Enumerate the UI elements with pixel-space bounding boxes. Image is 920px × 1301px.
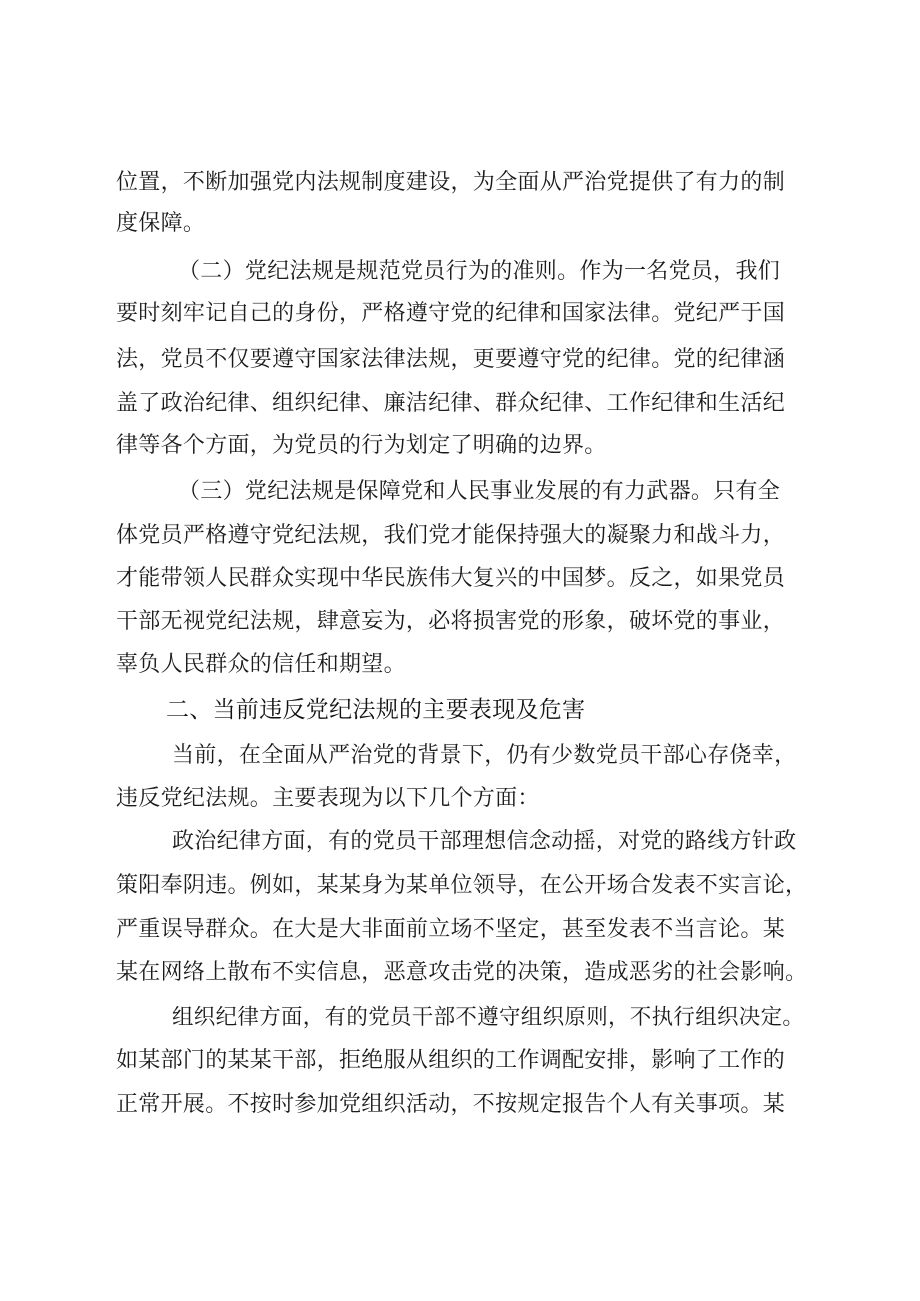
paragraph-first-line xyxy=(0,998,920,1038)
line-text: 才能带领人民群众实现中华民族伟大复兴的中国梦。反之，如果党员 xyxy=(116,566,786,591)
line-text: 法，党员不仅要遵守国家法律法规，更要遵守党的纪律。党的纪律涵 xyxy=(116,347,786,372)
line-text: 当前，在全面从严治党的背景下，仍有少数党员干部心存侥幸， xyxy=(172,743,797,768)
line-text: 组织纪律方面，有的党员干部不遵守组织原则，不执行组织决定。 xyxy=(172,1005,805,1030)
text-line xyxy=(0,779,920,819)
line-text: 严重误导群众。在大是大非面前立场不坚定，甚至发表不当言论。某 xyxy=(116,917,786,942)
line-text: 体党员严格遵守党纪法规，我们党才能保持强大的凝聚力和战斗力， xyxy=(116,523,786,548)
text-line xyxy=(0,204,920,244)
line-text: 位置，不断加强党内法规制度建设，为全面从严治党提供了有力的制 xyxy=(116,170,786,195)
line-text: （二）党纪法规是规范党员行为的准则。作为一名党员，我们 xyxy=(178,259,781,284)
paragraph-first-line xyxy=(0,822,920,862)
paragraph-first-line xyxy=(0,252,920,292)
line-text: 干部无视党纪法规，肆意妄为，必将损害党的形象，破坏党的事业， xyxy=(116,609,786,634)
line-text: 如某部门的某某干部，拒绝服从组织的工作调配安排，影响了工作的 xyxy=(116,1048,786,1073)
section-heading xyxy=(0,690,920,730)
line-text: 律等各个方面，为党员的行为划定了明确的边界。 xyxy=(116,433,607,458)
line-text: 正常开展。不按时参加党组织活动，不按规定报告个人有关事项。某 xyxy=(116,1092,786,1117)
text-line xyxy=(0,602,920,642)
text-line xyxy=(0,1085,920,1125)
text-line xyxy=(0,516,920,556)
line-text: 盖了政治纪律、组织纪律、廉洁纪律、群众纪律、工作纪律和生活纪 xyxy=(116,391,786,416)
text-line xyxy=(0,163,920,203)
paragraph-first-line xyxy=(0,736,920,776)
line-text: （三）党纪法规是保障党和人民事业发展的有力武器。只有全 xyxy=(178,479,781,504)
text-line xyxy=(0,294,920,334)
text-line xyxy=(0,910,920,950)
paragraph-first-line xyxy=(0,472,920,512)
text-line xyxy=(0,340,920,380)
line-text: 辜负人民群众的信任和期望。 xyxy=(116,652,406,677)
text-line xyxy=(0,866,920,906)
line-text: 要时刻牢记自己的身份，严格遵守党的纪律和国家法律。党纪严于国 xyxy=(116,301,786,326)
line-text: 某在网络上散布不实信息，恶意攻击党的决策，造成恶劣的社会影响。 xyxy=(116,960,808,985)
section-heading-text: 二、当前违反党纪法规的主要表现及危害 xyxy=(166,697,586,723)
text-line xyxy=(0,1041,920,1081)
line-text: 度保障。 xyxy=(116,211,206,236)
text-line xyxy=(0,645,920,685)
line-text: 策阳奉阴违。例如，某某身为某单位领导，在公开场合发表不实言论， xyxy=(116,873,808,898)
text-line xyxy=(0,426,920,466)
text-line xyxy=(0,953,920,993)
line-text: 政治纪律方面，有的党员干部理想信念动摇，对党的路线方针政 xyxy=(172,829,797,854)
line-text: 违反党纪法规。主要表现为以下几个方面： xyxy=(116,786,540,811)
text-line xyxy=(0,384,920,424)
text-line xyxy=(0,559,920,599)
